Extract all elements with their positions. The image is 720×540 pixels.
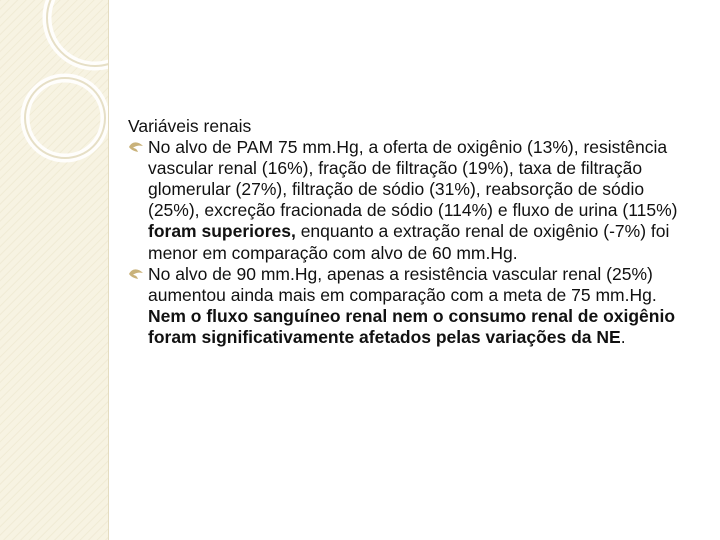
bullet-list	[128, 137, 698, 348]
bullet-text-bold: Nem o fluxo sanguíneo renal nem o consumo renal de oxigênio foram significativamente afetados pelas variações da NE	[148, 305, 676, 347]
slide-heading: Variáveis renais	[128, 116, 252, 136]
slide-content	[128, 116, 698, 348]
bullet-text: No alvo de 90 mm.Hg, apenas a resistência vascular renal (25%) aumentou ainda mais em comparação com a meta de 75 mm.Hg.	[148, 263, 657, 305]
bullet-text: .	[620, 326, 626, 347]
decorative-rings-icon	[0, 0, 108, 540]
bullet-text: enquanto a extração renal de oxigênio (-7%) foi menor em comparação com alvo de 60 mm.Hg.	[148, 221, 670, 263]
decorative-side-panel	[0, 0, 109, 540]
bullet-item	[128, 264, 698, 348]
bullet-item	[128, 137, 698, 264]
fleuron-bullet-icon	[128, 140, 144, 154]
bullet-text-bold: foram superiores,	[148, 221, 296, 242]
bullet-text: No alvo de PAM 75 mm.Hg, a oferta de oxigênio (13%), resistência vascular renal (16%), fração de filtração (19%), taxa de filtração glomerular (27%), filtração de sódio (31%), reabsorção de sódio (25%), excreção fracionada de sódio (114%) e fluxo de urina (115%)	[148, 137, 678, 221]
fleuron-bullet-icon	[128, 267, 144, 281]
